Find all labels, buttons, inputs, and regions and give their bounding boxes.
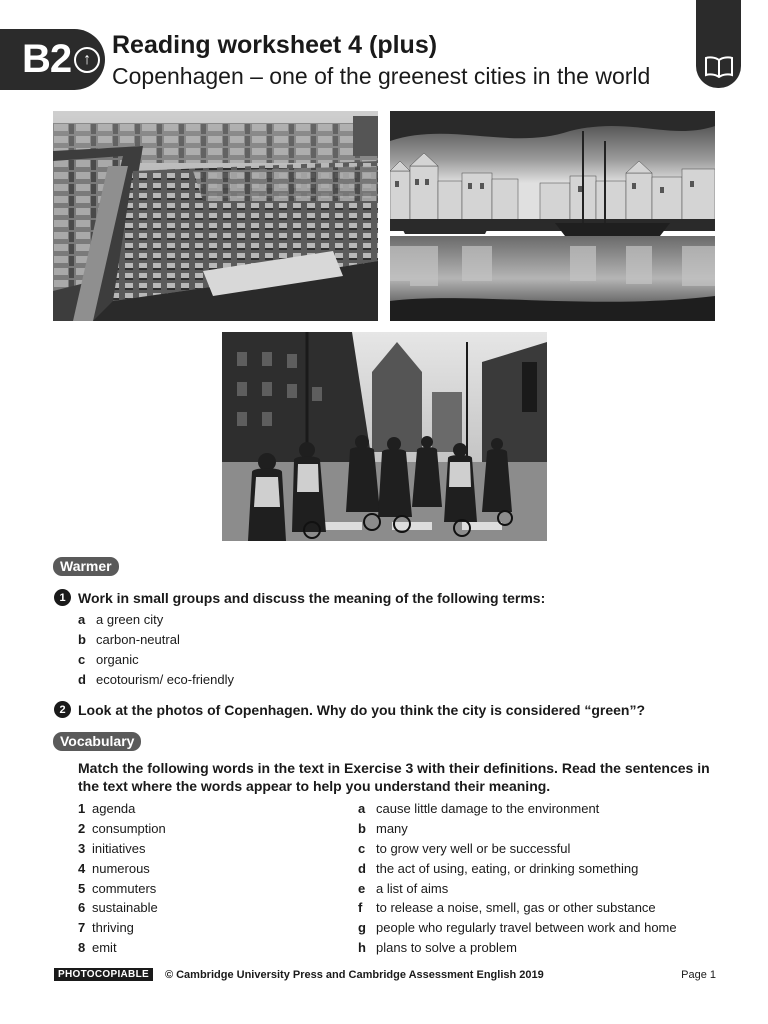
list-item: c organic xyxy=(78,652,139,667)
list-item: 5 commuters xyxy=(78,880,157,896)
section-tab xyxy=(696,0,741,88)
vocabulary-instruction: Match the following words in the text in Exercise 3 with their definitions. Read the sentences in the text where the words appear to help you understand their meaning. xyxy=(78,760,710,794)
terms-list xyxy=(78,612,234,692)
warmer-section-label: Warmer xyxy=(53,557,119,576)
question-2-text: Look at the photos of Copenhagen. Why do you think the city is considered “green”? xyxy=(78,701,646,718)
definitions-list xyxy=(358,801,677,960)
list-item: 1 agenda xyxy=(78,801,136,816)
vocabulary-section-label: Vocabulary xyxy=(53,732,141,751)
list-item: d the act of using, eating, or drinking something xyxy=(358,860,639,876)
list-item: b carbon-neutral xyxy=(78,632,180,647)
list-item: d ecotourism/ eco-friendly xyxy=(78,672,234,687)
list-item: g people who regularly travel between work and home xyxy=(358,920,677,936)
photocopiable-label: PHOTOCOPIABLE xyxy=(54,968,153,981)
list-item: e a list of aims xyxy=(358,880,449,896)
worksheet-title: Reading worksheet 4 (plus) xyxy=(112,31,438,59)
question-1-text: Work in small groups and discuss the meaning of the following terms: xyxy=(78,589,546,606)
list-item: 7 thriving xyxy=(78,920,134,936)
worksheet-subtitle: Copenhagen – one of the greenest cities in the world xyxy=(112,63,651,89)
list-item: c to grow very well or be successful xyxy=(358,840,571,856)
page-footer xyxy=(54,968,716,981)
question-number-2: 2 xyxy=(54,701,71,718)
list-item: 2 consumption xyxy=(78,820,166,836)
book-icon xyxy=(704,56,734,78)
list-item: 3 initiatives xyxy=(78,840,146,856)
photo-cyclists-street xyxy=(222,332,547,541)
question-2 xyxy=(54,701,645,718)
words-list xyxy=(78,801,166,960)
level-arrow-icon: ↑ xyxy=(74,47,100,73)
level-badge xyxy=(0,29,105,90)
question-1 xyxy=(54,589,545,606)
list-item: b many xyxy=(358,820,408,836)
list-item: 4 numerous xyxy=(78,860,150,876)
list-item: 6 sustainable xyxy=(78,900,158,916)
level-text: B2 xyxy=(22,37,72,81)
list-item: f to release a noise, smell, gas or other substance xyxy=(358,900,656,916)
list-item: 8 emit xyxy=(78,940,117,956)
copyright-text: © Cambridge University Press and Cambridge Assessment English 2019 xyxy=(164,968,544,981)
page-number: Page 1 xyxy=(681,968,716,981)
list-item: a a green city xyxy=(78,612,164,627)
photo-harbour-canal xyxy=(390,111,715,321)
photo-aerial-city xyxy=(53,111,378,321)
question-number-1: 1 xyxy=(54,589,71,606)
list-item: h plans to solve a problem xyxy=(358,940,517,956)
list-item: a cause little damage to the environment xyxy=(358,801,600,816)
